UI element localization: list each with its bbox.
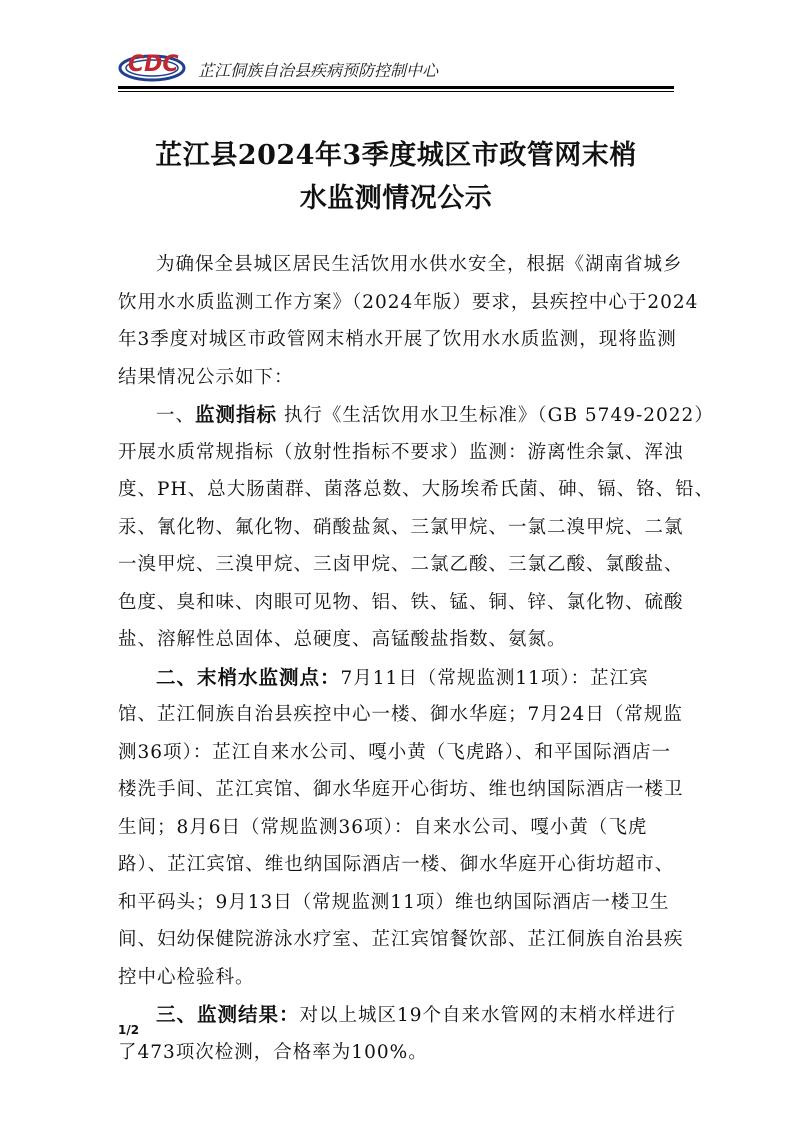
page-header — [118, 44, 674, 86]
section1-first-line-text: 执行《生活饮用水卫生标准》（GB 5749-2022） — [277, 405, 714, 426]
paragraph-line: 间、妇幼保健院游泳水疗室、芷江宾馆餐饮部、芷江侗族自治县疾 — [118, 929, 684, 950]
paragraph-line: 色度、臭和味、肉眼可见物、铝、铁、锰、铜、锌、氯化物、硫酸 — [118, 591, 684, 613]
paragraph-line: 和平码头；9月13日（常规监测11项）维也纳国际酒店一楼卫生 — [118, 891, 670, 913]
paragraph-line: 汞、氰化物、氟化物、硝酸盐氮、三氯甲烷、一氯二溴甲烷、二氯 — [118, 516, 684, 538]
paragraph-line: 楼洗手间、芷江宾馆、御水华庭开心街坊、维也纳国际酒店一楼卫 — [118, 779, 684, 800]
paragraph-line: 生间；8月6日（常规监测36项）：自来水公司、嘎小黄（飞虎 — [118, 816, 648, 838]
paragraph-line: 结果情况公示如下： — [118, 366, 294, 388]
document-title-line2: 水监测情况公示 — [299, 183, 493, 214]
section3-first-line — [118, 996, 678, 1034]
paragraph-line: 盐、溶解性总固体、总硬度、高锰酸盐指数、氨氮。 — [118, 629, 567, 650]
paragraph-line: 饮用水水质监测工作方案》（2024年版）要求，县疾控中心于2024 — [118, 291, 699, 313]
section1-heading: 监测指标 — [195, 403, 278, 426]
page-number: 1/2 — [118, 1023, 140, 1037]
paragraph-line: 控中心检验科。 — [118, 966, 255, 988]
paragraph-line: 测36项）：芷江自来水公司、嘎小黄（飞虎路）、和平国际酒店一 — [118, 741, 672, 763]
section1-prefix: 一、 — [156, 405, 196, 426]
section3-heading: 三、监测结果： — [156, 1003, 300, 1026]
organization-name: 芷江侗族自治县疾病预防控制中心 — [198, 61, 439, 80]
section2-first-line-text: 7月11日（常规监测11项）：芷江宾 — [340, 667, 649, 689]
paragraph-line: 开展水质常规指标（放射性指标不要求）监测：游离性余氯、浑浊 — [118, 441, 684, 463]
section2-heading: 二、末梢水监测点： — [156, 665, 341, 689]
section3-first-line-text: 对以上城区19个自来水管网的末梢水样进行 — [299, 1005, 677, 1026]
paragraph-line: 路）、芷江宾馆、维也纳国际酒店一楼、御水华庭开心街坊超市、 — [118, 854, 675, 875]
section1-first-line — [118, 396, 714, 434]
paragraph-line: 一溴甲烷、三溴甲烷、三卤甲烷、二氯乙酸、三氯乙酸、氯酸盐、 — [118, 554, 684, 575]
document-body — [118, 246, 715, 1071]
paragraph-line: 为确保全县城区居民生活饮用水供水安全，根据《湖南省城乡 — [156, 254, 683, 275]
svg-text:CDC: CDC — [128, 52, 179, 77]
paragraph-line: 年3季度对城区市政管网末梢水开展了饮用水水质监测，现将监测 — [118, 329, 677, 350]
cdc-logo-icon — [118, 44, 190, 84]
header-rule — [118, 86, 674, 89]
paragraph-line: 度、PH、总大肠菌群、菌落总数、大肠埃希氏菌、砷、镉、铬、铅、 — [118, 479, 715, 500]
paragraph-line: 馆、芷江侗族自治县疾控中心一楼、御水华庭；7月24日（常规监 — [118, 704, 683, 725]
header-rule-thin — [118, 91, 674, 92]
document-title-line1: 芷江县2024年3季度城区市政管网末梢 — [155, 140, 637, 171]
paragraph-line: 了473项次检测，合格率为100%。 — [118, 1041, 428, 1063]
section2-first-line — [118, 659, 678, 697]
